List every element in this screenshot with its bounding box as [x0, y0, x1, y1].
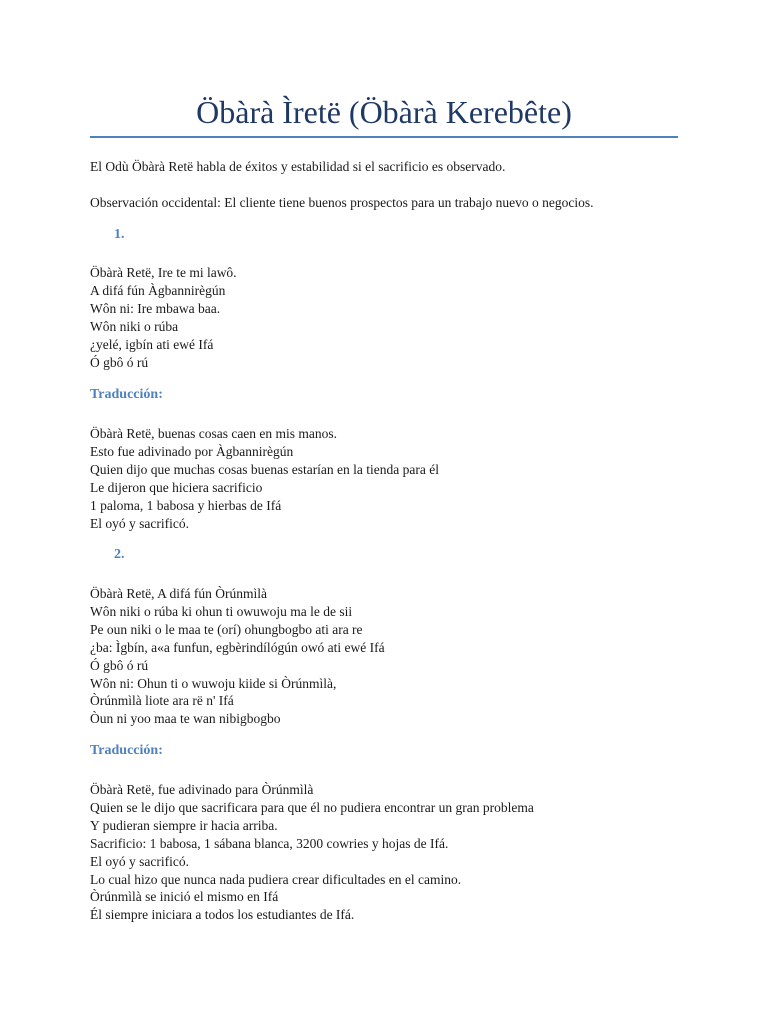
translation-line: El oyó y sacrificó.	[90, 515, 189, 531]
translation-line: Esto fue adivinado por Àgbannirègún	[90, 443, 294, 459]
translation-line: Y pudieran siempre ir hacia arriba.	[90, 817, 278, 833]
section-1-verse	[90, 264, 237, 371]
verse-line: Ó gbô ó rú	[90, 657, 149, 673]
section-2-translation-heading: Traducción:	[90, 743, 163, 758]
verse-line: Wôn niki o rúba	[90, 318, 179, 334]
observation-paragraph: Observación occidental: El cliente tiene buenos prospectos para un trabajo nuevo o negocios.	[90, 195, 594, 210]
section-2-verse	[90, 585, 385, 728]
verse-line: Pe oun niki o le maa te (orí) ohungbogbo ati ara re	[90, 621, 363, 637]
title-underline	[90, 136, 678, 138]
verse-line: Wôn ni: Ohun ti o wuwoju kiide si Òrúnmìlà,	[90, 675, 337, 691]
translation-line: 1 paloma, 1 babosa y hierbas de Ifá	[90, 497, 282, 513]
verse-line: A difá fún Àgbannirègún	[90, 282, 226, 298]
translation-line: Él siempre iniciara a todos los estudiantes de Ifá.	[90, 907, 355, 923]
verse-line: Òun ni yoo maa te wan nibigbogbo	[90, 711, 281, 727]
translation-line: Öbàrà Retë, fue adivinado para Òrúnmìlà	[90, 782, 314, 797]
verse-line: ¿ba: Ìgbín, a«a funfun, egbèrindílógún owó ati ewé Ifá	[90, 639, 385, 655]
verse-line: Wôn ni: Ire mbawa baa.	[90, 300, 221, 316]
translation-line: Öbàrà Retë, buenas cosas caen en mis manos.	[90, 426, 338, 441]
translation-line: Sacrificio: 1 babosa, 1 sábana blanca, 3200 cowries y hojas de Ifá.	[90, 835, 449, 851]
translation-line: Òrúnmìlà se inició el mismo en Ifá	[90, 889, 279, 905]
verse-line: Öbàrà Retë, A difá fún Òrúnmìlà	[90, 586, 267, 601]
translation-line: Quien se le dijo que sacrificara para que él no pudiera encontrar un gran problema	[90, 799, 534, 815]
translation-line: El oyó y sacrificó.	[90, 853, 189, 869]
translation-line: Quien dijo que muchas cosas buenas estarían en la tienda para él	[90, 461, 439, 477]
translation-line: Lo cual hizo que nunca nada pudiera crear dificultades en el camino.	[90, 871, 462, 887]
verse-line: ¿yelé, igbín ati ewé Ifá	[90, 336, 214, 352]
verse-line: Ó gbô ó rú	[90, 354, 149, 370]
section-2-number: 2.	[114, 547, 125, 562]
section-2-translation	[90, 781, 534, 924]
translation-line: Le dijeron que hiciera sacrificio	[90, 479, 263, 495]
section-1-translation-heading: Traducción:	[90, 387, 163, 402]
verse-line: Öbàrà Retë, Ire te mi lawô.	[90, 265, 237, 280]
section-1-translation	[90, 425, 439, 532]
intro-paragraph: El Odù Öbàrà Retë habla de éxitos y estabilidad si el sacrificio es observado.	[90, 159, 506, 174]
verse-line: Òrúnmìlà liote ara rë n' Ifá	[90, 693, 234, 709]
page-title: Öbàrà Ìretë (Öbàrà Kerebête)	[196, 94, 572, 130]
verse-line: Wôn niki o rúba ki ohun ti owuwoju ma le de sii	[90, 603, 353, 619]
section-1-number: 1.	[114, 227, 125, 242]
